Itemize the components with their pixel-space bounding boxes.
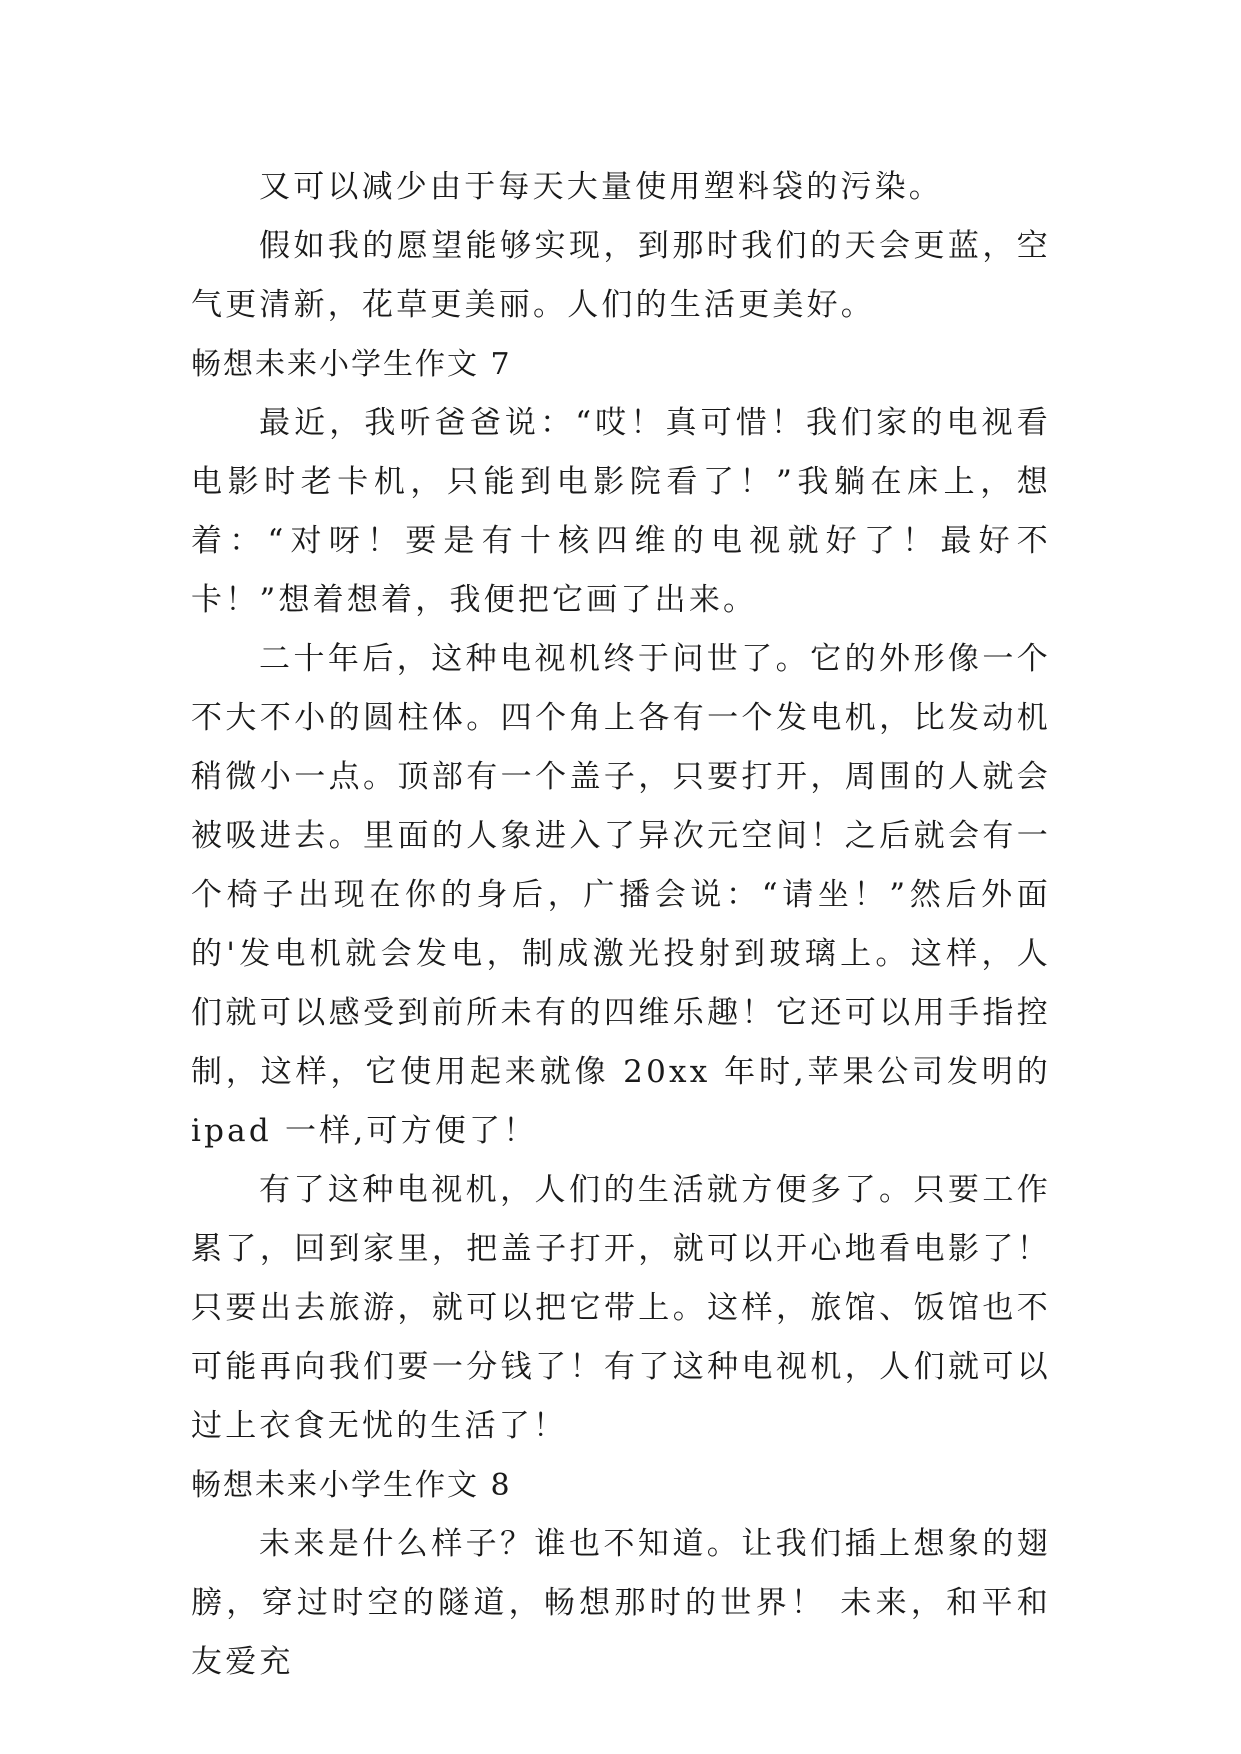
paragraph: 未来是什么样子？谁也不知道。让我们插上想象的翅膀，穿过时空的隧道，畅想那时的世界！ 未来，和平和友爱充: [191, 1526, 1051, 1680]
paragraph: 又可以减少由于每天大量使用塑料袋的污染。: [259, 169, 943, 205]
document-body: [191, 158, 1051, 1692]
section-heading: 畅想未来小学生作文 7: [191, 347, 512, 382]
paragraph: 假如我的愿望能够实现，到那时我们的天会更蓝，空气更清新，花草更美丽。人们的生活更美好。: [191, 228, 1051, 323]
paragraph: 最近，我听爸爸说：“哎！真可惜！我们家的电视看电影时老卡机，只能到电影院看了！”我躺在床上，想着：“对呀！要是有十核四维的电视就好了！最好不卡！”想着想着，我便把它画了出来。: [191, 405, 1051, 618]
paragraph: 有了这种电视机，人们的生活就方便多了。只要工作累了，回到家里，把盖子打开，就可以开心地看电影了！只要出去旅游，就可以把它带上。这样，旅馆、饭馆也不可能再向我们要一分钱了！有了这种电视机，人们就可以过上衣食无忧的生活了！: [191, 1172, 1051, 1444]
section-heading: 畅想未来小学生作文 8: [191, 1468, 512, 1503]
paragraph: 二十年后，这种电视机终于问世了。它的外形像一个不大不小的圆柱体。四个角上各有一个发电机，比发动机稍微小一点。顶部有一个盖子，只要打开，周围的人就会被吸进去。里面的人象进入了异次元空间！之后就会有一个椅子出现在你的身后，广播会说：“请坐！”然后外面的'发电机就会发电，制成激光投射到玻璃上。这样，人们就可以感受到前所未有的四维乐趣！它还可以用手指控制，这样，它使用起来就像 20xx 年时,苹果公司发明的 ipad 一样,可方便了！: [191, 641, 1051, 1149]
